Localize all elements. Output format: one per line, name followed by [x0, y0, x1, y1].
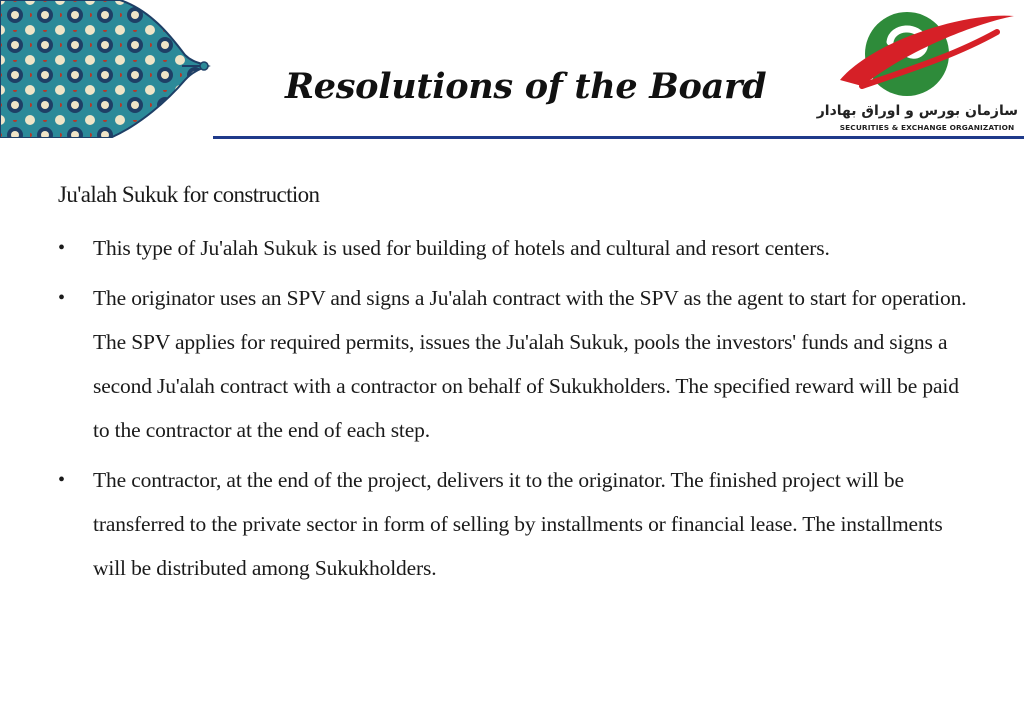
section-heading: Ju'alah Sukuk for construction — [58, 182, 320, 207]
bullet-text: The contractor, at the end of the project, delivers it to the originator. The finished project will be transferred to the private sector in form of selling by installments or financial lease. The installments will be distributed among Sukukholders. — [93, 468, 943, 580]
bullet-text: The originator uses an SPV and signs a Ju'alah contract with the SPV as the agent to start for operation. The SPV applies for required permits, issues the Ju'alah Sukuk, pools the investors' funds and signs a second Ju'alah contract with a contractor on behalf of Sukukholders. The specified reward will be paid to the contractor at the end of each step. — [93, 286, 967, 442]
bullet-list — [58, 226, 968, 590]
bullet-icon: • — [58, 469, 65, 491]
bullet-icon: • — [58, 237, 65, 259]
bullet-text: This type of Ju'alah Sukuk is used for building of hotels and cultural and resort centers. — [93, 236, 830, 260]
page-title: Resolutions of the Board — [285, 66, 767, 107]
bullet-item — [58, 226, 968, 270]
slide-content — [58, 180, 968, 596]
logo-text-english: SECURITIES & EXCHANGE ORGANIZATION — [839, 123, 1015, 132]
bullet-icon: • — [58, 287, 65, 309]
header-divider — [213, 136, 1024, 139]
bullet-item — [58, 276, 968, 452]
slide-header — [0, 0, 1024, 140]
logo-text-persian: سازمان بورس و اوراق بهادار — [816, 103, 1018, 119]
ornament-pattern-icon — [0, 0, 215, 138]
bullet-item — [58, 458, 968, 590]
